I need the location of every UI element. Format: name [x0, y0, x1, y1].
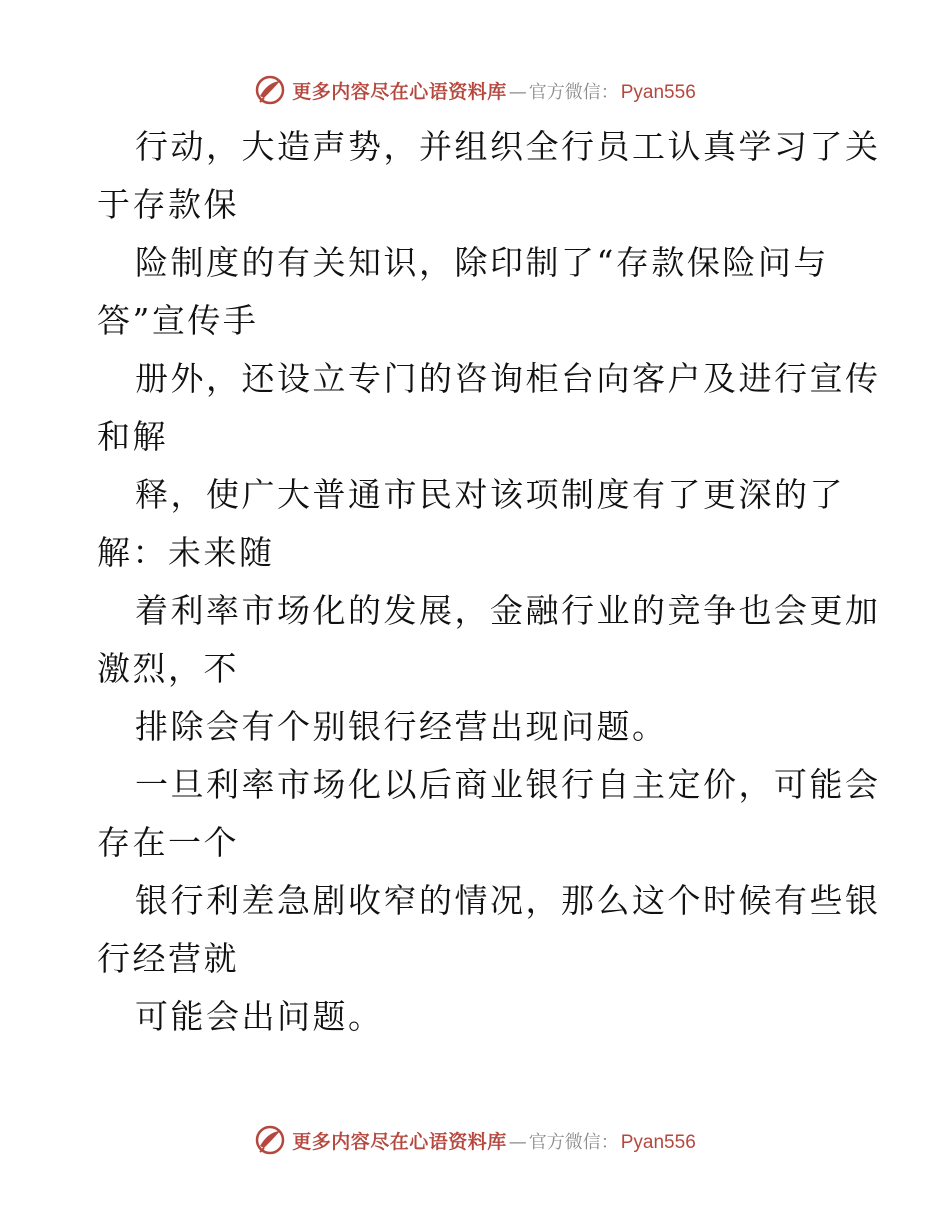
- footer-banner-text: [292, 1127, 696, 1154]
- header-banner-text: [292, 77, 696, 104]
- body-line: 一旦利率市场化以后商业银行自主定价，可能会: [135, 765, 881, 804]
- footer-banner-label: 官方微信：: [528, 1131, 619, 1153]
- body-line: 答”宣传手: [97, 301, 259, 340]
- header-banner-title: 更多内容尽在心语资料库: [292, 80, 507, 103]
- body-line: 和解: [97, 417, 168, 456]
- header-banner: [0, 70, 950, 110]
- body-line: 险制度的有关知识，除印制了“存款保险问与: [135, 243, 829, 282]
- body-line: 可能会出问题。: [135, 997, 384, 1036]
- header-banner-wechat-id: Pyan556: [620, 81, 696, 103]
- header-banner-label: 官方微信：: [528, 81, 619, 103]
- body-line: 存在一个: [97, 823, 239, 862]
- body-line: 激烈，不: [97, 649, 239, 688]
- body-line: 排除会有个别银行经营出现问题。: [135, 707, 668, 746]
- footer-banner-separator: —: [508, 1131, 527, 1153]
- footer-banner-wechat-id: Pyan556: [620, 1131, 696, 1153]
- header-banner-separator: —: [508, 81, 527, 103]
- body-line: 着利率市场化的发展，金融行业的竞争也会更加: [135, 591, 881, 630]
- document-body: [97, 118, 881, 1046]
- body-line: 释，使广大普通市民对该项制度有了更深的了: [135, 475, 845, 514]
- footer-banner-title: 更多内容尽在心语资料库: [292, 1130, 507, 1153]
- footer-banner: [0, 1120, 950, 1160]
- pen-logo-icon: [254, 74, 286, 106]
- pen-logo-icon: [254, 1124, 286, 1156]
- body-line: 行动，大造声势，并组织全行员工认真学习了关: [135, 127, 881, 166]
- body-line: 银行利差急剧收窄的情况，那么这个时候有些银: [135, 881, 881, 920]
- body-line: 行经营就: [97, 939, 239, 978]
- body-line: 于存款保: [97, 185, 239, 224]
- body-line: 解：未来随: [97, 533, 275, 572]
- body-line: 册外，还设立专门的咨询柜台向客户及进行宣传: [135, 359, 881, 398]
